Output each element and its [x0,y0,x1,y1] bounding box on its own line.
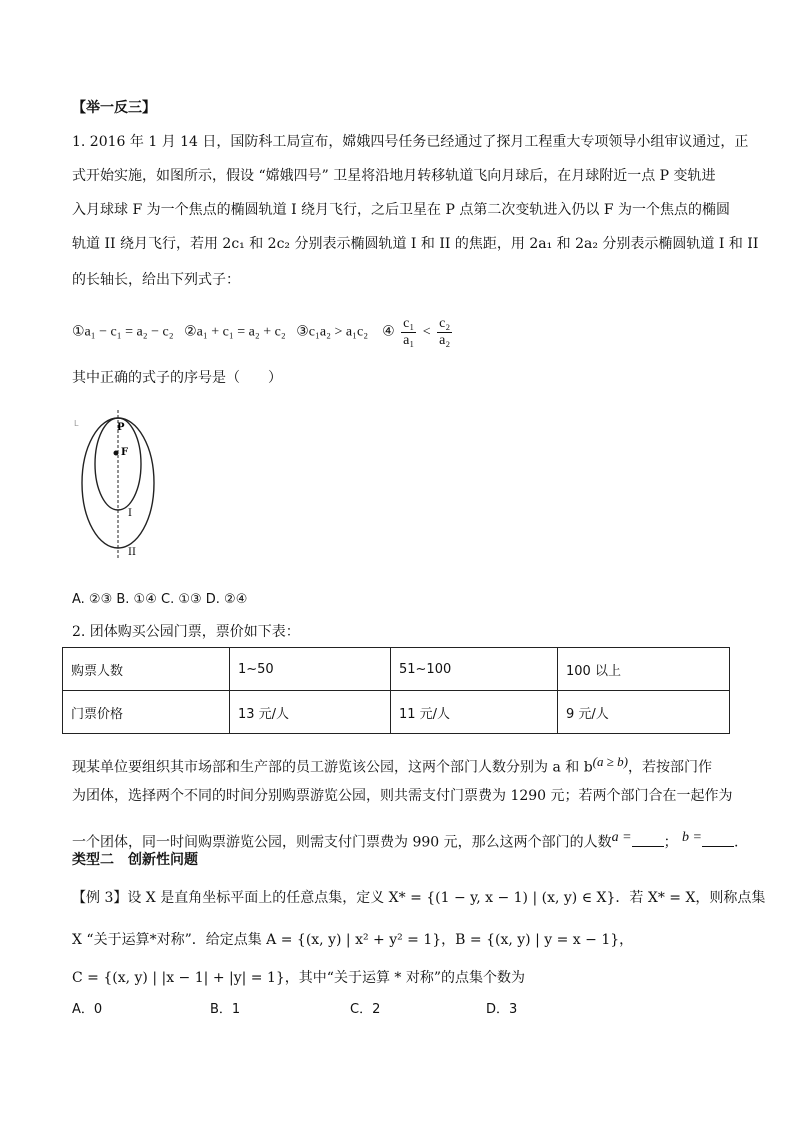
table-cell: 100 以上 [558,648,730,691]
q1-text-line-3: 入月球球 F 为一个焦点的椭圆轨道 I 绕月飞行，之后卫星在 P 点第二次变轨进入仍以 F 为一个焦点的椭圆 [72,202,730,218]
q1-text-line-5: 的长轴长，给出下列式子： [72,272,240,288]
table-cell: 1~50 [230,648,391,691]
q1-text-line-2: 式开始实施，如图所示，假设 “嫦娥四号” 卫星将沿地月转移轨道飞向月球后，在月球附近一点 P 变轨进 [72,168,716,184]
q2-paragraph-line-1: 现某单位要组织其市场部和生产部的员工游览该公园，这两个部门人数分别为 a 和 b(a ≥ b)，若按部门作 [72,754,712,776]
q2-paragraph-line-3: 一个团体，同一时间购票游览公园，则需支付门票费为 990 元，那么这两个部门的人数a = ； b = . [72,830,739,851]
q2-paragraph-line-2: 为团体，选择两个不同的时间分别购票游览公园，则共需支付门票费为 1290 元；若两个部门合在一起作为 [72,788,733,804]
ex3-option-b: B．1 [210,1002,241,1017]
table-cell: 购票人数 [63,648,230,691]
ex3-option-a: A．0 [72,1002,103,1017]
q1-formulas [72,316,455,349]
ex3-option-c: C．2 [350,1002,381,1017]
price-table [62,647,730,734]
table-cell: 13 元/人 [230,691,391,734]
ex3-option-d: D．3 [486,1002,518,1017]
formula-1: ①a₁ − c₁ = a₂ − c₂ [72,324,174,340]
corner-mark: L [74,419,79,428]
fraction-c1-a1: $\frac{\text{c₁}}{\text{a₁}}$ [403,316,415,348]
label-orbit-II: II [128,547,136,558]
label-p: P [117,422,125,433]
answer-blank-b[interactable] [702,832,734,847]
table-cell: 51~100 [391,648,558,691]
type2-heading: 类型二 创新性问题 [72,852,198,868]
ex3-line-3: C = {(x, y) | |x − 1| + |y| = 1}，其中“关于运算 * 对称”的点集个数为 [72,970,525,986]
q1-text-line-4: 轨道 II 绕月飞行，若用 2c₁ 和 2c₂ 分别表示椭圆轨道 I 和 II 的焦距，用 2a₁ 和 2a₂ 分别表示椭圆轨道 I 和 II [72,236,759,252]
q2-title: 2. 团体购买公园门票，票价如下表： [72,624,300,640]
q1-question: 其中正确的式子的序号是（ ） [72,370,282,386]
focus-point [114,451,119,456]
fraction-c2-a2: $\frac{\text{c₂}}{\text{a₂}}$ [439,316,451,348]
q1-text-line-1: 1. 2016 年 1 月 14 日，国防科工局宣布，嫦娥四号任务已经通过了探月工程重大专项领导小组审议通过，正 [72,134,749,150]
ex3-options [72,1000,517,1020]
table-cell: 11 元/人 [391,691,558,734]
label-orbit-I: I [128,508,132,519]
table-cell: 门票价格 [63,691,230,734]
q1-options: A. ②③ B. ①④ C. ①③ D. ②④ [72,592,248,607]
ex3-line-1: 【例 3】设 X 是直角坐标平面上的任意点集，定义 X* = {(1 − y, x − 1) | (x, y) ∈ X}．若 X* = X，则称点集 [72,890,766,906]
table-row [63,648,730,691]
ex3-line-2: X “关于运算*对称”．给定点集 A = {(x, y) | x² + y² = 1}，B = {(x, y) | y = x − 1}， [72,932,634,948]
table-cell: 9 元/人 [558,691,730,734]
less-than-sign: < [422,324,431,340]
answer-blank-a[interactable] [632,832,664,847]
label-f: F [121,447,129,458]
formula-2: ②a₁ + c₁ = a₂ + c₂ [184,324,286,340]
formula-4-prefix: ④ [382,324,395,340]
orbit-figure [60,410,180,560]
formula-3: ③c₁a₂ > a₁c₂ [296,324,369,340]
table-row [63,691,730,734]
section-header: 【举一反三】 [72,100,156,116]
